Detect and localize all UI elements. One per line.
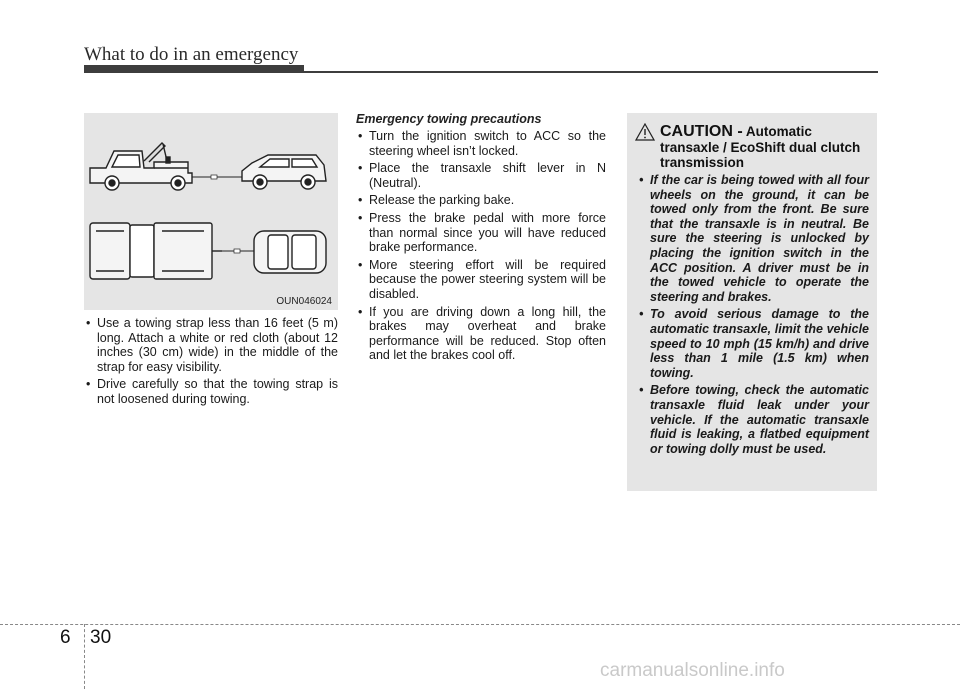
- list-item: • Before towing, check the automatic transaxle fluid leak under your vehicle. If the automatic transaxle fluid is leaking, a flatbed equipment or towing dolly must be used.: [637, 383, 869, 456]
- list-item: • If you are driving down a long hill, the brakes may overheat and brake performance will be reduced. Stop often and let the brakes cool off.: [356, 305, 606, 363]
- caution-box: [627, 113, 877, 491]
- chapter-number: 6: [60, 627, 71, 648]
- list-item: • Use a towing strap less than 16 feet (5 m) long. Attach a white or red cloth (about 12 inches (30 cm) wide) in the middle of the strap for easy visibility.: [84, 316, 338, 374]
- section-heading: Emergency towing precautions: [356, 112, 542, 126]
- middle-column: [356, 112, 606, 366]
- tow-truck-top-icon: [90, 223, 222, 279]
- list-item: • Release the parking bake.: [356, 193, 606, 208]
- towed-car-side-icon: [242, 155, 326, 189]
- warning-triangle-icon: [635, 123, 655, 141]
- header-bar: [84, 65, 304, 73]
- caution-list: [637, 173, 869, 459]
- caution-title: CAUTION -: [660, 123, 743, 140]
- left-bullet-list: [84, 316, 338, 407]
- caution-subtitle: Automatic transaxle / EcoShift dual clutch transmission: [660, 124, 861, 170]
- precautions-list: [356, 129, 606, 363]
- list-item: • Press the brake pedal with more force than normal since you will have reduced brake performance.: [356, 211, 606, 255]
- list-item: • Turn the ignition switch to ACC so the steering wheel isn’t locked.: [356, 129, 606, 158]
- towing-illustration: [84, 113, 338, 310]
- page-number: 30: [90, 627, 112, 648]
- list-item: • If the car is being towed with all four wheels on the ground, it can be towed only from the front. Be sure that the transaxle is in neutral. Be sure the steering is unlocked by placing the ignition switch in the ACC position. A driver must be in the towed vehicle to operate the steering and brakes.: [637, 173, 869, 304]
- tow-truck-side-icon: [90, 143, 192, 190]
- watermark: carmanualsonline.info: [600, 660, 785, 681]
- footer-divider: [84, 624, 85, 689]
- caution-heading: [660, 124, 865, 171]
- towed-car-top-icon: [254, 231, 326, 273]
- header-rule: [300, 71, 878, 73]
- left-column: [84, 316, 338, 410]
- figure-code-label: OUN046024: [276, 296, 332, 307]
- list-item: • Drive carefully so that the towing strap is not loosened during towing.: [84, 377, 338, 406]
- list-item: • To avoid serious damage to the automatic transaxle, limit the vehicle speed to 10 mph (15 km/h) and drive less than 1 mile (1.5 km) when towing.: [637, 307, 869, 380]
- list-item: • Place the transaxle shift lever in N (Neutral).: [356, 161, 606, 190]
- list-item: • More steering effort will be required because the power steering system will be disabled.: [356, 258, 606, 302]
- page-header-title: What to do in an emergency: [84, 44, 299, 65]
- towing-diagram: [84, 113, 338, 310]
- footer-rule: [0, 624, 960, 625]
